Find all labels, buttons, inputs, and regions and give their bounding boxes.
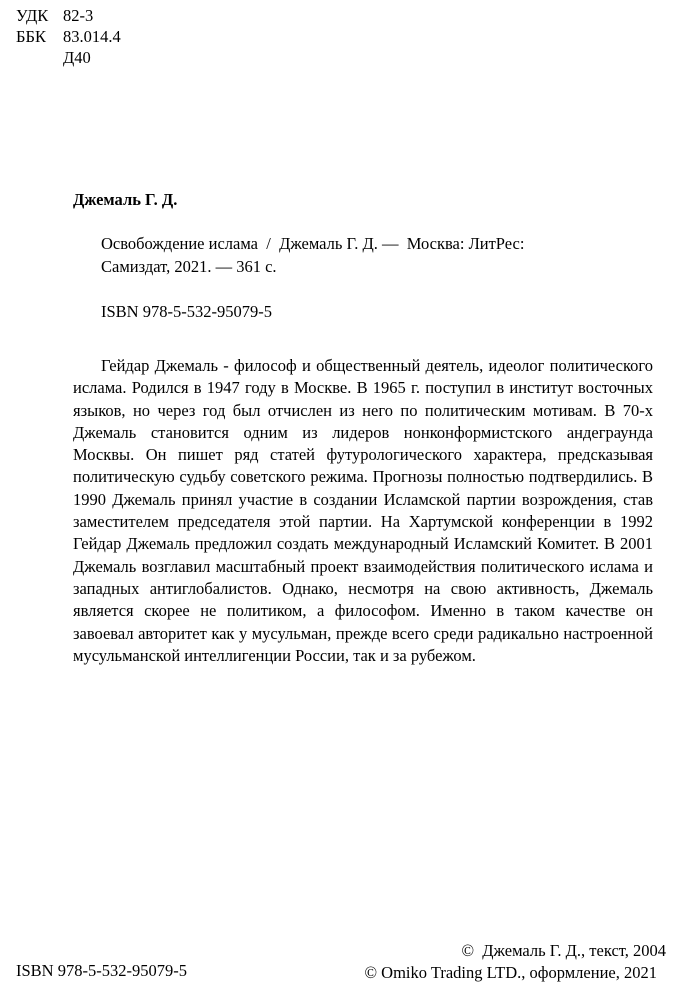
copyright-text: © Джемаль Г. Д., текст, 2004 [461, 941, 666, 960]
author-mark-row [16, 47, 121, 68]
udk-row [16, 5, 121, 26]
citation-line-1: Освобождение ислама / Джемаль Г. Д. — Москва: ЛитРес: [101, 234, 525, 253]
bbk-value: 83.014.4 [63, 27, 121, 46]
isbn-bottom: ISBN 978-5-532-95079-5 [16, 961, 187, 980]
classification-codes [16, 5, 121, 68]
author-mark: Д40 [63, 48, 91, 67]
annotation-paragraph: Гейдар Джемаль - философ и общественный деятель, идеолог политического ислама. Родился в 1947 году в Москве. В 1965 г. поступил в институт восточных языков, но через год был отчислен из него по политическим мотивам. В 70-х Джемаль становится одним из лидеров нонконформистского андеграунда Москвы. Он пишет ряд статей футурологического характера, предсказывая политическую судьбу советского режима. Прогнозы полностью подтвердились. В 1990 Джемаль принял участие в создании Исламской партии возрождения, став заместителем председателя этой партии. На Хартумской конференции в 1992 Гейдар Джемаль предложил создать международный Исламский Комитет. В 2001 Джемаль возглавил масштабный проект взаимодействия политического ислама и западных антиглобалистов. Однако, несмотря на свою активность, Джемаль является скорее не политиком, а философом. Именно в таком качестве он завоевал авторитет как у мусульман, прежде всего среди радикально настроенной мусульманской интеллигенции России, так и за рубежом. [73, 356, 653, 665]
citation-line-2: Самиздат, 2021. — 361 с. [101, 257, 277, 276]
udk-label: УДК [16, 6, 49, 25]
isbn-top: ISBN 978-5-532-95079-5 [101, 302, 272, 321]
udk-value: 82-3 [63, 6, 94, 25]
author-heading: Джемаль Г. Д. [73, 190, 178, 209]
bbk-row [16, 26, 121, 47]
bibliographic-citation [101, 232, 621, 278]
copyright-design: © Omiko Trading LTD., оформление, 2021 [364, 963, 657, 982]
copyright-block [365, 940, 666, 984]
bbk-label: ББК [16, 27, 46, 46]
